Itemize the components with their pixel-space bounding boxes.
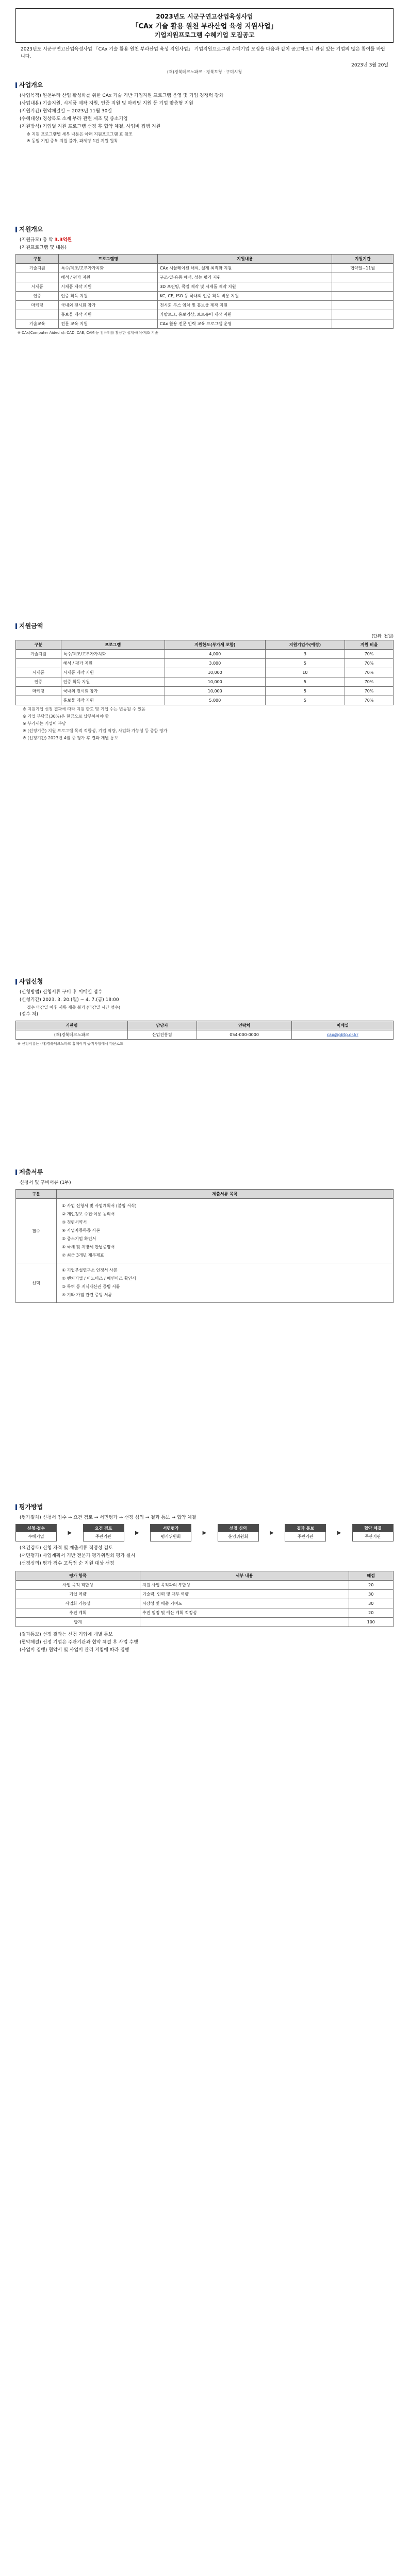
section-application xyxy=(15,977,394,1047)
table-cell: 시장성 및 매출 기여도 xyxy=(140,1599,349,1608)
table-cell: (재)경북테크노파크 xyxy=(16,1030,128,1040)
flow-step-title: 협약 체결 xyxy=(353,1524,393,1532)
arrow-right-icon: ▶ xyxy=(337,1530,341,1536)
table-cell: 전문 교육 지원 xyxy=(59,319,158,329)
section-title: 사업신청 xyxy=(19,978,43,985)
table-cell: 10,000 xyxy=(165,687,265,696)
table-header: 담당자 xyxy=(127,1021,197,1030)
application-note: 접수 마감일 이후 서류 제출 불가 (마감일 시간 엄수) xyxy=(27,1005,121,1010)
amount-note: ※ 기업 부담금(30%)은 현금으로 납부하여야 함 xyxy=(23,714,109,719)
flow-step-body: 주관기관 xyxy=(297,1534,314,1539)
evaluation-item: (서면평가) 사업계획서 기반 전문가 평가위원회 평가 실시 xyxy=(20,1553,136,1558)
table-cell: 추진 일정 및 예산 계획 적정성 xyxy=(140,1608,349,1618)
email-link[interactable]: cax@gbtp.or.kr xyxy=(292,1030,394,1040)
document-page xyxy=(15,8,394,2576)
flow-step-body: 주관기관 xyxy=(365,1534,381,1539)
flow-step-title: 신청·접수 xyxy=(16,1524,56,1532)
table-header: 연락처 xyxy=(197,1021,292,1030)
table-cell: 특수/제조/고부가가치화 xyxy=(59,264,158,273)
overview-item: (지원기간) 협약체결일 ~ 2023년 11월 30일 xyxy=(20,109,112,114)
table-cell: 마케팅 xyxy=(16,301,59,310)
amount-note: ※ (선정기준) 지원 프로그램 목적 적합성, 기업 역량, 사업화 가능성 등 종합 평가 xyxy=(23,728,168,733)
table-cell: 5 xyxy=(265,677,345,687)
table-header: 제출서류 목록 xyxy=(57,1190,394,1199)
flow-step-body: 운영위원회 xyxy=(228,1534,249,1539)
table-cell: 시제품 xyxy=(16,668,61,677)
arrow-right-icon: ▶ xyxy=(68,1530,72,1536)
table-cell: 기술력, 인력 및 재무 역량 xyxy=(140,1590,349,1599)
documents-lead: 신청서 및 구비서류 (1부) xyxy=(20,1180,71,1185)
table-cell: 해석 / 평가 지원 xyxy=(61,659,165,668)
flow-step xyxy=(83,1524,124,1541)
table-row xyxy=(16,319,394,329)
unit-label: (단위: 천원) xyxy=(371,634,394,638)
budget-value: 3.3억원 xyxy=(54,238,72,243)
table-cell: 70% xyxy=(345,696,394,705)
contact-label: (접수 처) xyxy=(20,1012,38,1017)
table-cell: 기술교육 xyxy=(16,319,59,329)
table-row xyxy=(16,687,394,696)
table-header: 구분 xyxy=(16,640,61,650)
table-cell: 100 xyxy=(349,1618,394,1627)
amount-notes xyxy=(15,706,394,741)
flow-step xyxy=(352,1524,394,1541)
table-header: 프로그램명 xyxy=(59,255,158,264)
table-cell: 인증 획득 지원 xyxy=(59,292,158,301)
table-cell: 054-000-0000 xyxy=(197,1030,292,1040)
amount-table xyxy=(15,640,394,705)
overview-item: (사업목적) 원천부라 산업 활성화를 위한 CAx 기술 기반 기업지원 프로그램 운영 및 기업 경쟁력 강화 xyxy=(20,93,224,98)
table-cell: 70% xyxy=(345,650,394,659)
contact-note: ※ 신청서류는 (재)경북테크노파크 홈페이지 공지사항에서 다운로드 xyxy=(18,1042,124,1046)
table-cell xyxy=(16,659,61,668)
evaluation-after: (협약체결) 선정 기업은 주관기관과 협약 체결 후 사업 수행 xyxy=(20,1640,138,1645)
section-title: 지원개요 xyxy=(19,226,43,233)
amount-note: ※ 부가세는 기업이 부담 xyxy=(23,721,66,726)
evaluation-after: (결과통보) 선정 결과는 신청 기업에 개별 통보 xyxy=(20,1632,113,1637)
table-cell: 10,000 xyxy=(165,677,265,687)
signature-line: (재)경북테크노파크 · 경북도청 · 구미시청 xyxy=(167,70,242,74)
table-cell: 20 xyxy=(349,1608,394,1618)
section-overview xyxy=(15,80,394,144)
table-header: 배점 xyxy=(349,1571,394,1581)
table-cell: 카탈로그, 홍보영상, 브로슈어 제작 지원 xyxy=(157,310,332,319)
table-header: 지원한도(부가세 포함) xyxy=(165,640,265,650)
program-label: (지원프로그램 및 내용) xyxy=(20,245,67,250)
table-cell: 국내외 전시회 참가 xyxy=(59,301,158,310)
table-cell xyxy=(332,310,394,319)
table-header: 세부 내용 xyxy=(140,1571,349,1581)
table-cell: KC, CE, ISO 등 국내외 인증 획득 비용 지원 xyxy=(157,292,332,301)
overview-note: ※ 지원 프로그램별 세부 내용은 아래 지원프로그램 표 참조 xyxy=(27,132,133,137)
table-header: 프로그램 xyxy=(61,640,165,650)
table-row xyxy=(16,1581,394,1590)
flow-step-body: 주관기관 xyxy=(95,1534,112,1539)
table-row xyxy=(16,301,394,310)
table-header: 지원내용 xyxy=(157,255,332,264)
table-cell: 70% xyxy=(345,659,394,668)
table-row xyxy=(16,668,394,677)
score-table xyxy=(15,1571,394,1627)
title-line-2: 「CAx 기술 활용 원천 부라산업 육성 지원사업」 xyxy=(132,23,277,30)
evaluation-flow xyxy=(15,1524,394,1541)
table-cell: 10 xyxy=(265,668,345,677)
section-title: 제출서류 xyxy=(19,1168,43,1176)
section-evaluation xyxy=(15,1502,394,1654)
amount-note: ※ 지원기업 선정 결과에 따라 지원 한도 및 기업 수는 변동될 수 있음 xyxy=(23,707,146,711)
table-cell: 기술지원 xyxy=(16,264,59,273)
table-cell: 전시회 부스 임차 및 홍보물 제작 지원 xyxy=(157,301,332,310)
table-cell: ① 기업부설연구소 인정서 사본 ② 벤처기업 / 이노비즈 / 메인비즈 확인서 ③ 특허 등 지식재산권 증빙 서류 ④ 기타 가점 관련 증빙 서류 xyxy=(57,1263,394,1303)
table-header: 기관명 xyxy=(16,1021,128,1030)
table-cell: 필수 xyxy=(16,1199,57,1263)
flow-step xyxy=(150,1524,191,1541)
overview-item: (지원방식) 기업별 지원 프로그램 선정 후 협약 체결, 사업비 집행 지원 xyxy=(20,124,161,129)
table-cell: CAx 활용 전문 인력 교육 프로그램 운영 xyxy=(157,319,332,329)
table-row xyxy=(16,696,394,705)
program-note: ※ CAx(Computer Aided x): CAD, CAE, CAM 등 컴퓨터를 활용한 설계·해석·제조 기술 xyxy=(18,331,158,335)
table-cell: 인증 획득 지원 xyxy=(61,677,165,687)
program-table xyxy=(15,254,394,329)
table-cell: 20 xyxy=(349,1581,394,1590)
table-cell xyxy=(16,310,59,319)
table-cell xyxy=(332,319,394,329)
table-cell: 5 xyxy=(265,687,345,696)
table-cell: 특수/제조/고부가가치화 xyxy=(61,650,165,659)
flow-step-title: 결과 통보 xyxy=(285,1524,325,1532)
section-support-overview xyxy=(15,225,394,336)
flow-step-title: 선정 심의 xyxy=(218,1524,258,1532)
table-header: 지원기간 xyxy=(332,255,394,264)
flow-step-body: 평가위원회 xyxy=(160,1534,181,1539)
flow-step xyxy=(285,1524,326,1541)
table-cell: 홍보물 제작 지원 xyxy=(59,310,158,319)
section-support-amount xyxy=(15,621,394,741)
table-cell: 3D 프린팅, 목업 제작 및 시제품 제작 지원 xyxy=(157,282,332,292)
table-cell xyxy=(16,273,59,282)
table-cell: CAx 시뮬레이션 해석, 설계 최적화 지원 xyxy=(157,264,332,273)
announcement-date: 2023년 3월 20일 xyxy=(351,63,388,68)
table-header: 평가 항목 xyxy=(16,1571,140,1581)
section-documents xyxy=(15,1167,394,1303)
table-cell: 30 xyxy=(349,1590,394,1599)
table-cell xyxy=(332,292,394,301)
table-cell: 5,000 xyxy=(165,696,265,705)
table-row xyxy=(16,273,394,282)
title-line-1: 2023년도 시군구연고산업육성사업 xyxy=(156,13,253,20)
table-cell: 국내외 전시회 참가 xyxy=(61,687,165,696)
table-cell: 구조·열·유동 해석, 성능 평가 지원 xyxy=(157,273,332,282)
table-cell: 산업진흥팀 xyxy=(127,1030,197,1040)
table-row xyxy=(16,1030,394,1040)
table-cell: 지원 사업 목적과의 부합성 xyxy=(140,1581,349,1590)
flow-step xyxy=(218,1524,259,1541)
flow-step-title: 요건 검토 xyxy=(84,1524,124,1532)
table-cell: 70% xyxy=(345,687,394,696)
table-cell xyxy=(16,696,61,705)
table-cell: 마케팅 xyxy=(16,687,61,696)
table-row xyxy=(16,310,394,319)
table-row xyxy=(16,282,394,292)
table-row xyxy=(16,659,394,668)
overview-note: ※ 동일 기업 중복 지원 불가, 과제당 1건 지원 원칙 xyxy=(27,139,118,143)
evaluation-item: (선정심의) 평가 점수 고득점 순 지원 대상 선정 xyxy=(20,1561,114,1566)
table-cell: 5 xyxy=(265,696,345,705)
table-cell: 4,000 xyxy=(165,650,265,659)
table-row xyxy=(16,292,394,301)
documents-table xyxy=(15,1189,394,1303)
table-cell: 인증 xyxy=(16,292,59,301)
table-cell: 기술지원 xyxy=(16,650,61,659)
table-header: 지원 비율 xyxy=(345,640,394,650)
table-cell: 30 xyxy=(349,1599,394,1608)
table-cell: 시제품 제작 지원 xyxy=(59,282,158,292)
table-cell xyxy=(332,273,394,282)
table-cell: 인증 xyxy=(16,677,61,687)
section-title: 평가방법 xyxy=(19,1503,43,1511)
table-row xyxy=(16,1199,394,1263)
section-title: 지원금액 xyxy=(19,622,43,630)
table-cell: 시제품 xyxy=(16,282,59,292)
table-row xyxy=(16,1590,394,1599)
table-row xyxy=(16,677,394,687)
arrow-right-icon: ▶ xyxy=(270,1530,274,1536)
evaluation-lead: (평가절차) 신청서 접수 → 요건 검토 → 서면평가 → 선정 심의 → 결과 통보 → 협약 체결 xyxy=(20,1515,197,1520)
section-title: 사업개요 xyxy=(19,81,43,89)
application-item: (신청기간) 2023. 3. 20.(월) ~ 4. 7.(금) 18:00 xyxy=(20,997,119,1003)
table-row xyxy=(16,1263,394,1303)
title-line-3: 기업지원프로그램 수혜기업 모집공고 xyxy=(154,31,255,39)
table-cell: 70% xyxy=(345,677,394,687)
table-header: 이메일 xyxy=(292,1021,394,1030)
table-cell: ① 사업 신청서 및 사업계획서 (붙임 서식) ② 개인정보 수집·이용 동의서 ③ 청렴서약서 ④ 사업자등록증 사본 ⑤ 중소기업 확인서 ⑥ 국세 및 지방세 완납증명서 ⑦ 최근 3개년 재무제표 xyxy=(57,1199,394,1263)
table-header: 구분 xyxy=(16,1190,57,1199)
table-row xyxy=(16,650,394,659)
table-cell: 10,000 xyxy=(165,668,265,677)
table-cell: 시제품 제작 지원 xyxy=(61,668,165,677)
title-box xyxy=(15,8,394,43)
flow-step-title: 서면평가 xyxy=(151,1524,191,1532)
table-cell xyxy=(332,282,394,292)
table-cell: 70% xyxy=(345,668,394,677)
application-item: (신청방법) 신청서류 구비 후 이메일 접수 xyxy=(20,990,103,995)
table-row xyxy=(16,1618,394,1627)
table-cell xyxy=(332,301,394,310)
overview-item: (사업내용) 기술지원, 시제품 제작 지원, 인증 지원 및 마케팅 지원 등 기업 맞춤형 지원 xyxy=(20,101,193,106)
table-cell: 사업 목적 적합성 xyxy=(16,1581,140,1590)
overview-item: (수혜대상) 경상북도 소재 부라 관련 제조 및 중소기업 xyxy=(20,116,128,122)
arrow-right-icon: ▶ xyxy=(135,1530,139,1536)
table-cell: 3 xyxy=(265,650,345,659)
flow-step-body: 수혜기업 xyxy=(28,1534,44,1539)
table-cell: 사업화 가능성 xyxy=(16,1599,140,1608)
table-header: 지원기업수(예정) xyxy=(265,640,345,650)
table-header: 구분 xyxy=(16,255,59,264)
table-cell: 해석 / 평가 지원 xyxy=(59,273,158,282)
table-cell: 합계 xyxy=(16,1618,140,1627)
table-cell: 홍보물 제작 지원 xyxy=(61,696,165,705)
table-row xyxy=(16,264,394,273)
table-cell: 5 xyxy=(265,659,345,668)
table-cell: 협약일~11월 xyxy=(332,264,394,273)
flow-step xyxy=(15,1524,57,1541)
intro-paragraph: 2023년도 시군구연고산업육성사업 「CAx 기술 활용 원천 부라산업 육성 지원사업」 기업지원프로그램 수혜기업 모집을 다음과 같이 공고하오니 관심 있는 기업의 많은 참여를 바랍니다. xyxy=(21,47,386,59)
table-cell xyxy=(140,1618,349,1627)
contact-table xyxy=(15,1021,394,1040)
table-cell: 기업 역량 xyxy=(16,1590,140,1599)
table-row xyxy=(16,1599,394,1608)
evaluation-after: (사업비 집행) 협약서 및 사업비 관리 지침에 따라 집행 xyxy=(20,1648,129,1653)
arrow-right-icon: ▶ xyxy=(202,1530,207,1536)
table-cell: 추진 계획 xyxy=(16,1608,140,1618)
table-cell: 선택 xyxy=(16,1263,57,1303)
budget-label: (지원규모) 총 약 xyxy=(20,238,53,243)
table-cell: 3,000 xyxy=(165,659,265,668)
evaluation-item: (요건검토) 신청 자격 및 제출서류 적정성 검토 xyxy=(20,1546,113,1551)
table-row xyxy=(16,1608,394,1618)
amount-note: ※ (선정기간) 2023년 4월 중 평가 후 결과 개별 통보 xyxy=(23,736,118,740)
